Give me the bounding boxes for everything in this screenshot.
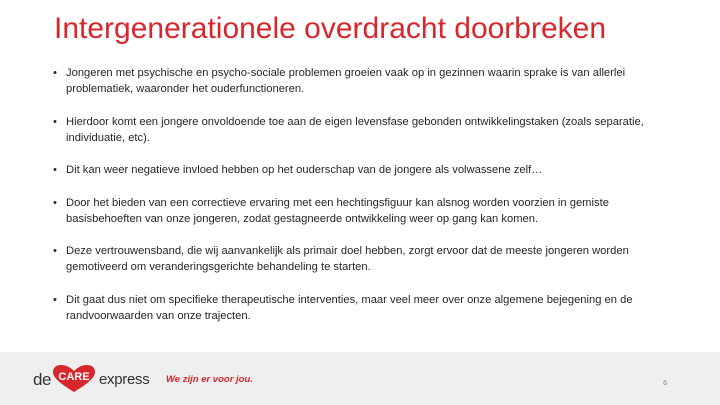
bullet-text: Dit gaat dus niet om specifieke therapeutische interventies, maar veel meer over onze algemene bejegening en de randvoorwaarden van onze trajecten. — [66, 293, 633, 322]
bullet-list — [53, 65, 673, 340]
page-number: 6 — [663, 380, 667, 387]
bullet-item — [53, 292, 673, 324]
bullet-text: Hierdoor komt een jongere onvoldoende toe aan de eigen levensfase gebonden ontwikkelingstaken (zoals separatie, individuatie, etc). — [66, 115, 644, 144]
bullet-item — [53, 195, 673, 227]
bullet-marker: • — [53, 67, 57, 79]
slide-title: Intergenerationele overdracht doorbreken — [54, 12, 607, 45]
footer-bar — [0, 352, 720, 405]
logo-suffix: express — [99, 371, 150, 388]
bullet-marker: • — [53, 196, 57, 209]
bullet-item — [53, 243, 673, 275]
bullet-text: Door het bieden van een correctieve ervaring met een hechtingsfiguur kan alsnog worden voorzien in gemiste basisbehoeften van onze jongeren, zodat gestagneerde ontwikkeling weer op gang kan komen. — [66, 196, 609, 225]
logo-prefix: de — [33, 370, 51, 389]
bullet-text: Deze vertrouwensband, die wij aanvankelijk als primair doel hebben, zorgt ervoor dat de meeste jongeren worden gemotiveerd om veranderingsgerichte behandeling te starten. — [66, 245, 629, 273]
bullet-marker: • — [53, 245, 57, 257]
bullet-text: Dit kan weer negatieve invloed hebben op het ouderschap van de jongere als volwassene zelf… — [66, 164, 543, 176]
bullet-item — [53, 162, 673, 178]
bullet-item — [53, 114, 673, 146]
bullet-marker: • — [53, 115, 57, 128]
bullet-item — [53, 65, 673, 97]
logo-care-text: CARE — [58, 371, 90, 383]
care-heart-logo-icon — [51, 364, 97, 393]
bullet-marker: • — [53, 164, 57, 176]
bullet-text: Jongeren met psychische en psycho-sociale problemen groeien vaak op in gezinnen waarin sprake is van allerlei problematiek, waaronder het ouderfunctioneren. — [66, 67, 626, 95]
logo-slogan: We zijn er voor jou. — [166, 374, 253, 385]
bullet-marker: • — [53, 293, 57, 306]
